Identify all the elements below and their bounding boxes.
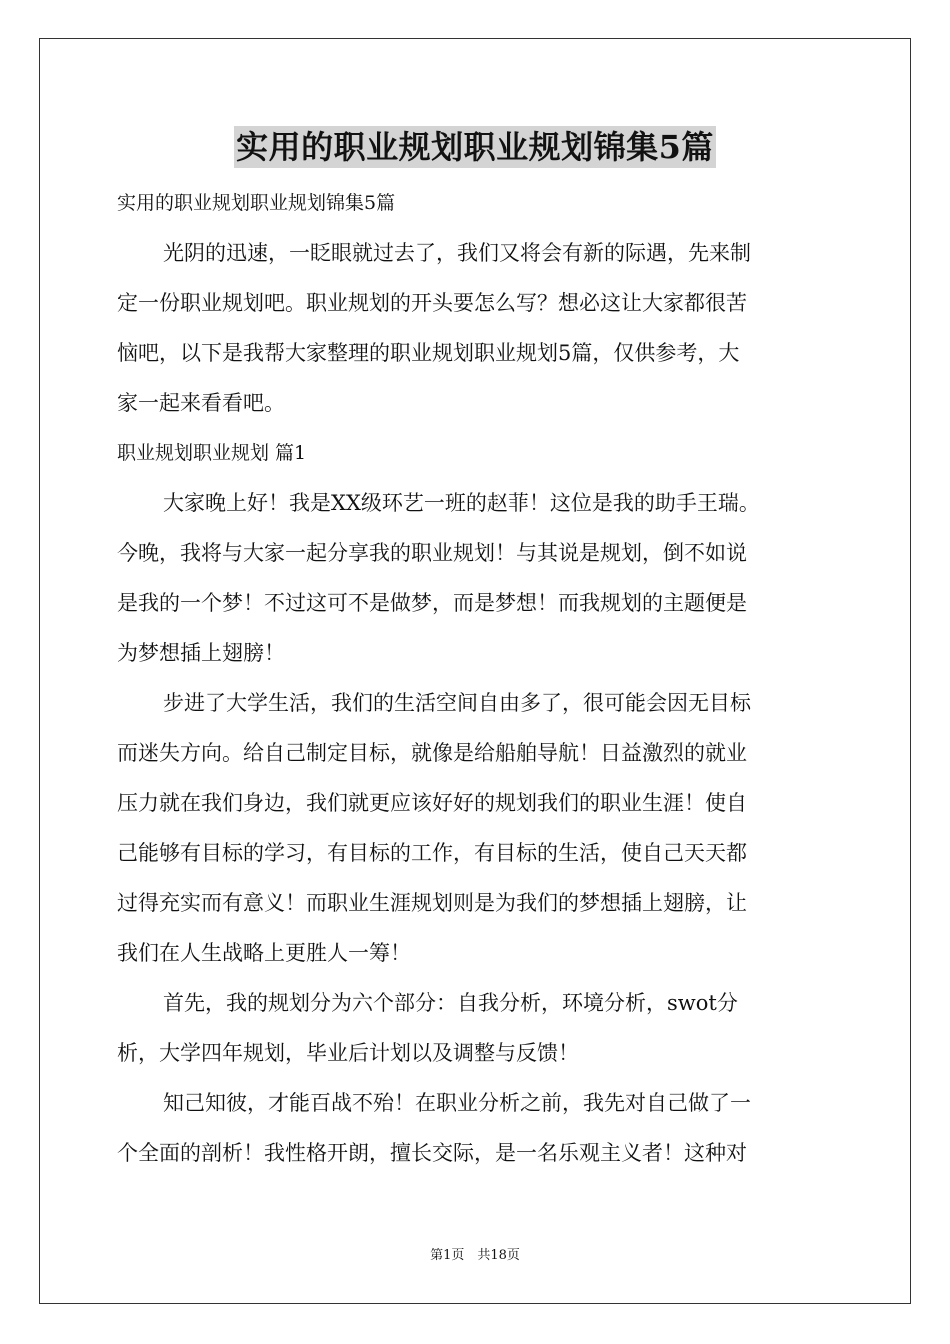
page-footer: 第1页 共18页 <box>430 1248 520 1263</box>
document-body <box>117 178 833 1178</box>
paragraph-line: 压力就在我们身边，我们就更应该好好的规划我们的职业生涯！使自 <box>117 791 747 815</box>
paragraph-line: 个全面的剖析！我性格开朗，擅长交际，是一名乐观主义者！这种对 <box>117 1141 747 1165</box>
paragraph-line: 是我的一个梦！不过这可不是做梦，而是梦想！而我规划的主题便是 <box>117 591 747 615</box>
paragraph-line: 首先，我的规划分为六个部分：自我分析，环境分析，swot分 <box>163 991 738 1015</box>
paragraph-line: 步进了大学生活，我们的生活空间自由多了，很可能会因无目标 <box>163 691 751 715</box>
paragraph-line: 过得充实而有意义！而职业生涯规划则是为我们的梦想插上翅膀，让 <box>117 891 747 915</box>
section-heading: 职业规划职业规划 篇1 <box>117 442 307 464</box>
paragraph-line: 我们在人生战略上更胜人一筹！ <box>117 941 411 965</box>
paragraph-line: 今晚，我将与大家一起分享我的职业规划！与其说是规划，倒不如说 <box>117 541 747 565</box>
paragraph-line: 而迷失方向。给自己制定目标，就像是给船舶导航！日益激烈的就业 <box>117 741 747 765</box>
document-title: 实用的职业规划职业规划锦集5篇 <box>236 128 714 166</box>
paragraph-line: 定一份职业规划吧。职业规划的开头要怎么写？想必这让大家都很苦 <box>117 291 747 315</box>
paragraph-line: 为梦想插上翅膀！ <box>117 641 285 665</box>
paragraph-line: 家一起来看看吧。 <box>117 391 285 415</box>
paragraph-line: 析，大学四年规划，毕业后计划以及调整与反馈！ <box>117 1041 579 1065</box>
paragraph-line: 恼吧，以下是我帮大家整理的职业规划职业规划5篇，仅供参考，大 <box>117 341 740 365</box>
paragraph-line: 大家晚上好！我是XX级环艺一班的赵菲！这位是我的助手王瑞。 <box>163 491 760 515</box>
paragraph-line: 知己知彼，才能百战不殆！在职业分析之前，我先对自己做了一 <box>163 1091 751 1115</box>
title-area <box>0 126 950 168</box>
paragraph-line: 光阴的迅速，一眨眼就过去了，我们又将会有新的际遇，先来制 <box>163 241 751 265</box>
paragraph-line: 己能够有目标的学习，有目标的工作，有目标的生活，使自己天天都 <box>117 841 747 865</box>
subtitle-line: 实用的职业规划职业规划锦集5篇 <box>117 192 396 214</box>
